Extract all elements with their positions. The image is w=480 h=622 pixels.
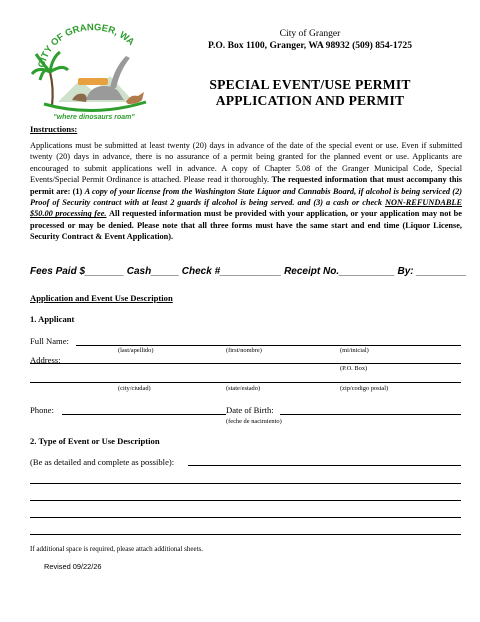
revision-date: Revised 09/22/26 (44, 562, 102, 571)
instructions-required-items: A copy of your license from the Washington State Liquor and Cannabis Board, if alcohol is being serviced (2) Proof of Security contract with at least 2 guards if alcohol is being served. and (3) a cash or check (30, 186, 462, 208)
event-description-line-3[interactable] (30, 500, 461, 501)
full-name-label: Full Name: (30, 336, 69, 346)
title-line-1: SPECIAL EVENT/USE PERMIT (209, 77, 411, 92)
phone-label: Phone: (30, 405, 54, 415)
page-title (160, 77, 460, 109)
event-description-line-4[interactable] (30, 517, 461, 518)
address-label: Address: (30, 355, 61, 365)
instructions-required-intro: The requested information that must accompany this permit are: (1) (30, 175, 462, 196)
sub-zip: (zip/codigo postal) (340, 385, 389, 392)
sub-last-name: (last/apellido) (118, 347, 154, 354)
dob-label: Date of Birth: (226, 405, 274, 415)
event-description-line-1[interactable] (188, 465, 461, 466)
letterhead (160, 28, 460, 52)
section-heading: Application and Event Use Description (30, 293, 173, 303)
instructions-p1: Applications must be submitted at least twenty (20) days in advance of the date of the special event or use. Even if submitted twenty (20) days in advance, there is no assurance of a permit being granted for the planned event or use. Applicants are encouraged to submit applications well in advance. A copy of Chapter 5.08 of the Granger Municipal Code, Special Events/Special Permit Ordinance is attached. Please read it thoroughly. (30, 141, 462, 185)
event-description-line-5[interactable] (30, 534, 461, 535)
sub-state: (state/estado) (226, 385, 261, 392)
event-description-prompt: (Be as detailed and complete as possible): (30, 457, 175, 467)
instructions-fee: NON-REFUNDABLE $50.00 processing fee. (30, 198, 463, 219)
event-description-line-2[interactable] (30, 483, 461, 484)
sub-dob: (feche de nacimiento) (226, 418, 282, 425)
logo-arc-text: CITY OF GRANGER, WA (36, 22, 137, 69)
full-name-field[interactable] (76, 345, 461, 346)
address-line-2-field[interactable] (30, 382, 461, 383)
fees-paid-line: Fees Paid $_______ Cash_____ Check #___________ Receipt No.__________ By: _________ (30, 266, 467, 277)
phone-field[interactable] (62, 414, 226, 415)
city-name: City of Granger (279, 28, 341, 39)
instructions-heading: Instructions: (30, 124, 78, 134)
sub-middle-initial: (mi/inicial) (340, 347, 369, 354)
instructions-tail: All requested information must be provided with your application, or your application may not be processed or may be denied. Please note that all three forms must have the same start and end time (Liquor License, Security Contract & Event Application). (30, 209, 462, 242)
sub-first-name: (first/nombre) (226, 347, 262, 354)
svg-text:"where dinosaurs roam" (53, 114, 135, 121)
city-logo (30, 22, 158, 122)
event-type-heading: 2. Type of Event or Use Description (30, 436, 160, 446)
dob-field[interactable] (280, 414, 461, 415)
city-address: P.O. Box 1100, Granger, WA 98932 (509) 854-1725 (207, 40, 413, 51)
sub-city: (city/ciudad) (118, 385, 151, 392)
sub-po-box: (P.O. Box) (340, 365, 368, 372)
applicant-heading: 1. Applicant (30, 314, 75, 324)
logo-tagline: "where dinosaurs roam" (53, 114, 135, 121)
additional-space-note: If additional space is required, please attach additional sheets. (30, 545, 203, 553)
title-line-2: APPLICATION AND PERMIT (215, 93, 405, 108)
instructions-text (30, 140, 462, 243)
address-line-1-field[interactable] (30, 363, 461, 364)
